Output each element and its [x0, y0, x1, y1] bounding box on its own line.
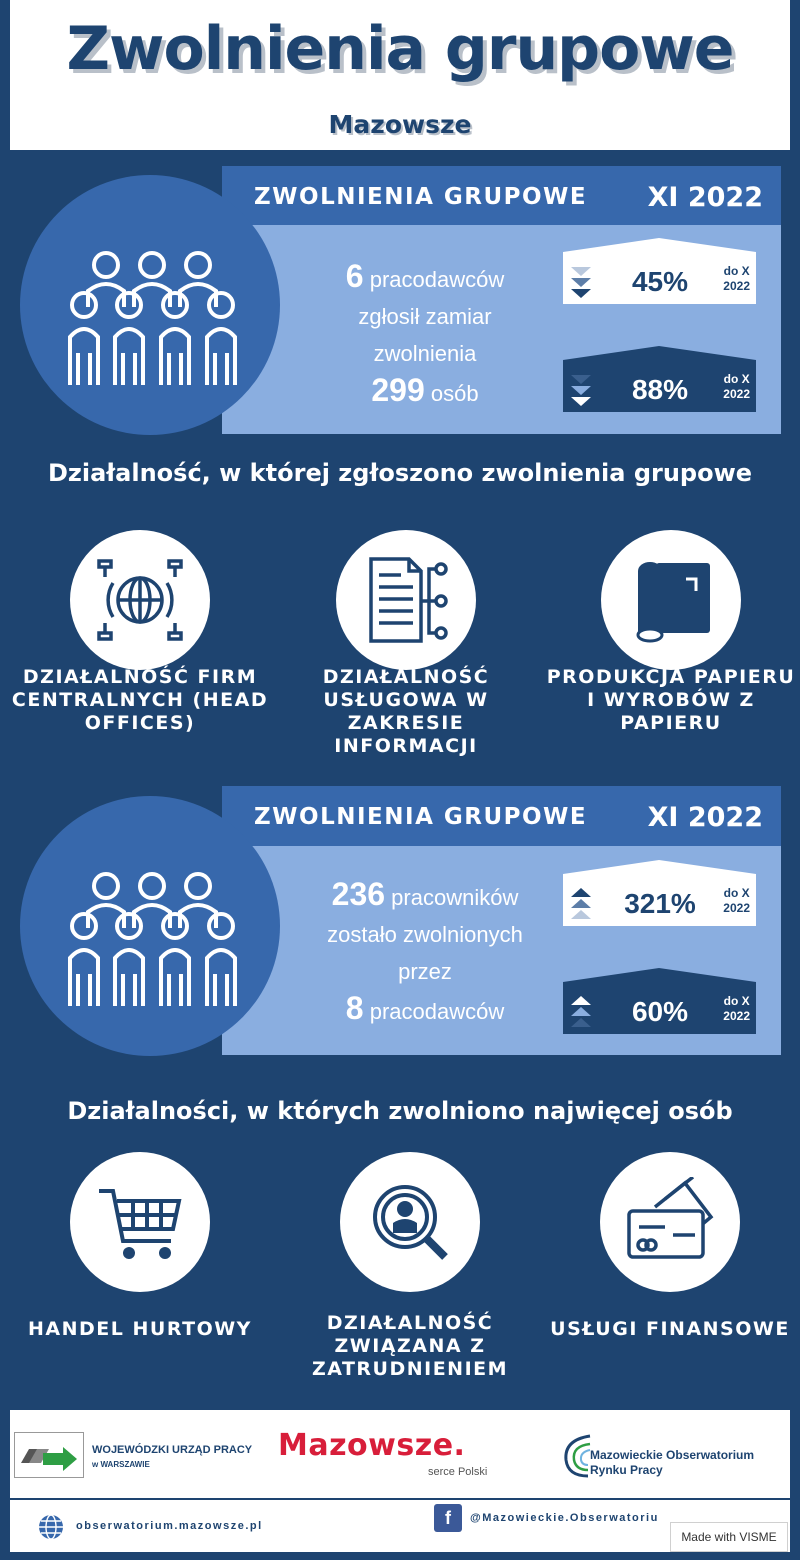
category-label-3: PRODUKCJA PAPIERU I WYROBÓW Z PAPIERU [546, 666, 796, 734]
category-label-2: DZIAŁALNOŚĆ USŁUGOWA W ZAKRESIE INFORMACJI [322, 666, 490, 757]
employers-label: pracodawców [369, 267, 505, 292]
panel-1-period: XI 2022 [647, 182, 763, 213]
employers-2-count: 8 [345, 990, 364, 1026]
globe-icon [38, 1514, 64, 1540]
summary-2-line-3: przez [398, 959, 452, 984]
wup-arrow-icon [15, 1433, 83, 1477]
mazowsze-logo: Mazowsze. [278, 1428, 466, 1463]
badge-4-year: 2022 [723, 1009, 750, 1023]
panel-2-heading: ZWOLNIENIA GRUPOWE [254, 804, 588, 830]
people-group-icon [68, 247, 238, 387]
badge-4-compare: do X [723, 994, 750, 1008]
workers-count: 236 [331, 876, 386, 912]
badge-1-year: 2022 [723, 279, 750, 293]
shopping-cart-icon [95, 1177, 185, 1267]
category-circle-1 [70, 530, 210, 670]
panel-2-summary [295, 876, 555, 1030]
badge-1-value: 45% [631, 266, 689, 297]
facebook-icon[interactable]: f [434, 1504, 462, 1532]
header [10, 0, 790, 150]
badge-3-compare: do X [723, 886, 750, 900]
trend-up-icon [567, 885, 595, 923]
category-label-1: DZIAŁALNOŚĆ FIRM CENTRALNYCH (HEAD OFFICES) [11, 666, 269, 734]
website-link[interactable]: obserwatorium.mazowsze.pl [76, 1520, 263, 1532]
wup-city: w WARSZAWIE [92, 1460, 150, 1469]
badge-2-compare: do X [723, 372, 750, 386]
morp-name-2: Rynku Pracy [590, 1463, 663, 1477]
badge-3-year: 2022 [723, 901, 750, 915]
category-label-5: DZIAŁALNOŚĆ ZWIĄZANA Z ZATRUDNIENIEM [311, 1312, 509, 1380]
badge-1-cap [563, 238, 756, 262]
people-circle-2 [20, 796, 280, 1056]
people-circle-1 [20, 175, 280, 435]
change-badge-3 [563, 882, 756, 926]
page-title: Zwolnienia grupowe [66, 14, 734, 84]
persons-label: osób [430, 381, 479, 406]
morp-name-1: Mazowieckie Obserwatorium [590, 1448, 755, 1462]
panel-1-heading: ZWOLNIENIA GRUPOWE [254, 184, 588, 210]
page-subtitle: Mazowsze [328, 110, 472, 139]
badge-2-cap [563, 346, 756, 370]
person-search-icon [365, 1177, 455, 1267]
employers-2-label: pracodawców [369, 999, 505, 1024]
stats-panel-1-header [222, 166, 781, 228]
badge-3-cap [563, 860, 756, 884]
category-circle-3 [601, 530, 741, 670]
mazowsze-tagline: serce Polski [428, 1466, 488, 1478]
document-network-icon [361, 555, 451, 645]
panel-1-summary [295, 258, 555, 412]
badge-4-cap [563, 968, 756, 992]
change-badge-1 [563, 260, 756, 304]
footer-logos [10, 1410, 790, 1498]
section-1-heading: Działalność, w której zgłoszono zwolnienia grupowe [47, 459, 753, 487]
trend-down-icon [567, 263, 595, 301]
badge-2-value: 88% [631, 374, 689, 405]
category-circle-5 [340, 1152, 480, 1292]
category-circle-4 [70, 1152, 210, 1292]
section-2-heading: Działalności, w których zwolniono najwięcej osób [67, 1097, 733, 1125]
category-label-6: USŁUGI FINANSOWE [550, 1318, 790, 1340]
category-label-4: HANDEL HURTOWY [28, 1318, 252, 1340]
stats-panel-2-header [222, 786, 781, 848]
trend-up-icon [567, 993, 595, 1031]
panel-2-period: XI 2022 [647, 802, 763, 833]
persons-count: 299 [371, 372, 425, 408]
badge-2-year: 2022 [723, 387, 750, 401]
facebook-link[interactable]: @Mazowieckie.Obserwatoriu [470, 1512, 659, 1524]
made-with-visme-badge[interactable]: Made with VISME [670, 1522, 788, 1552]
trend-down-icon [567, 371, 595, 409]
change-badge-4 [563, 990, 756, 1034]
summary-line-2: zgłosił zamiar [358, 304, 492, 329]
summary-line-3: zwolnienia [373, 341, 477, 366]
employers-count: 6 [345, 258, 364, 294]
wup-name: WOJEWÓDZKI URZĄD PRACY [92, 1444, 253, 1456]
category-circle-2 [336, 530, 476, 670]
change-badge-2 [563, 368, 756, 412]
summary-2-line-2: zostało zwolnionych [327, 922, 523, 947]
workers-label: pracowników [391, 885, 519, 910]
badge-1-compare: do X [723, 264, 750, 278]
wup-logo [14, 1432, 84, 1478]
badge-4-value: 60% [631, 996, 689, 1027]
people-group-icon [68, 868, 238, 1008]
category-circle-6 [600, 1152, 740, 1292]
paper-roll-icon [626, 555, 716, 645]
credit-cards-icon [625, 1177, 715, 1267]
globe-network-icon [95, 555, 185, 645]
badge-3-value: 321% [624, 888, 696, 919]
